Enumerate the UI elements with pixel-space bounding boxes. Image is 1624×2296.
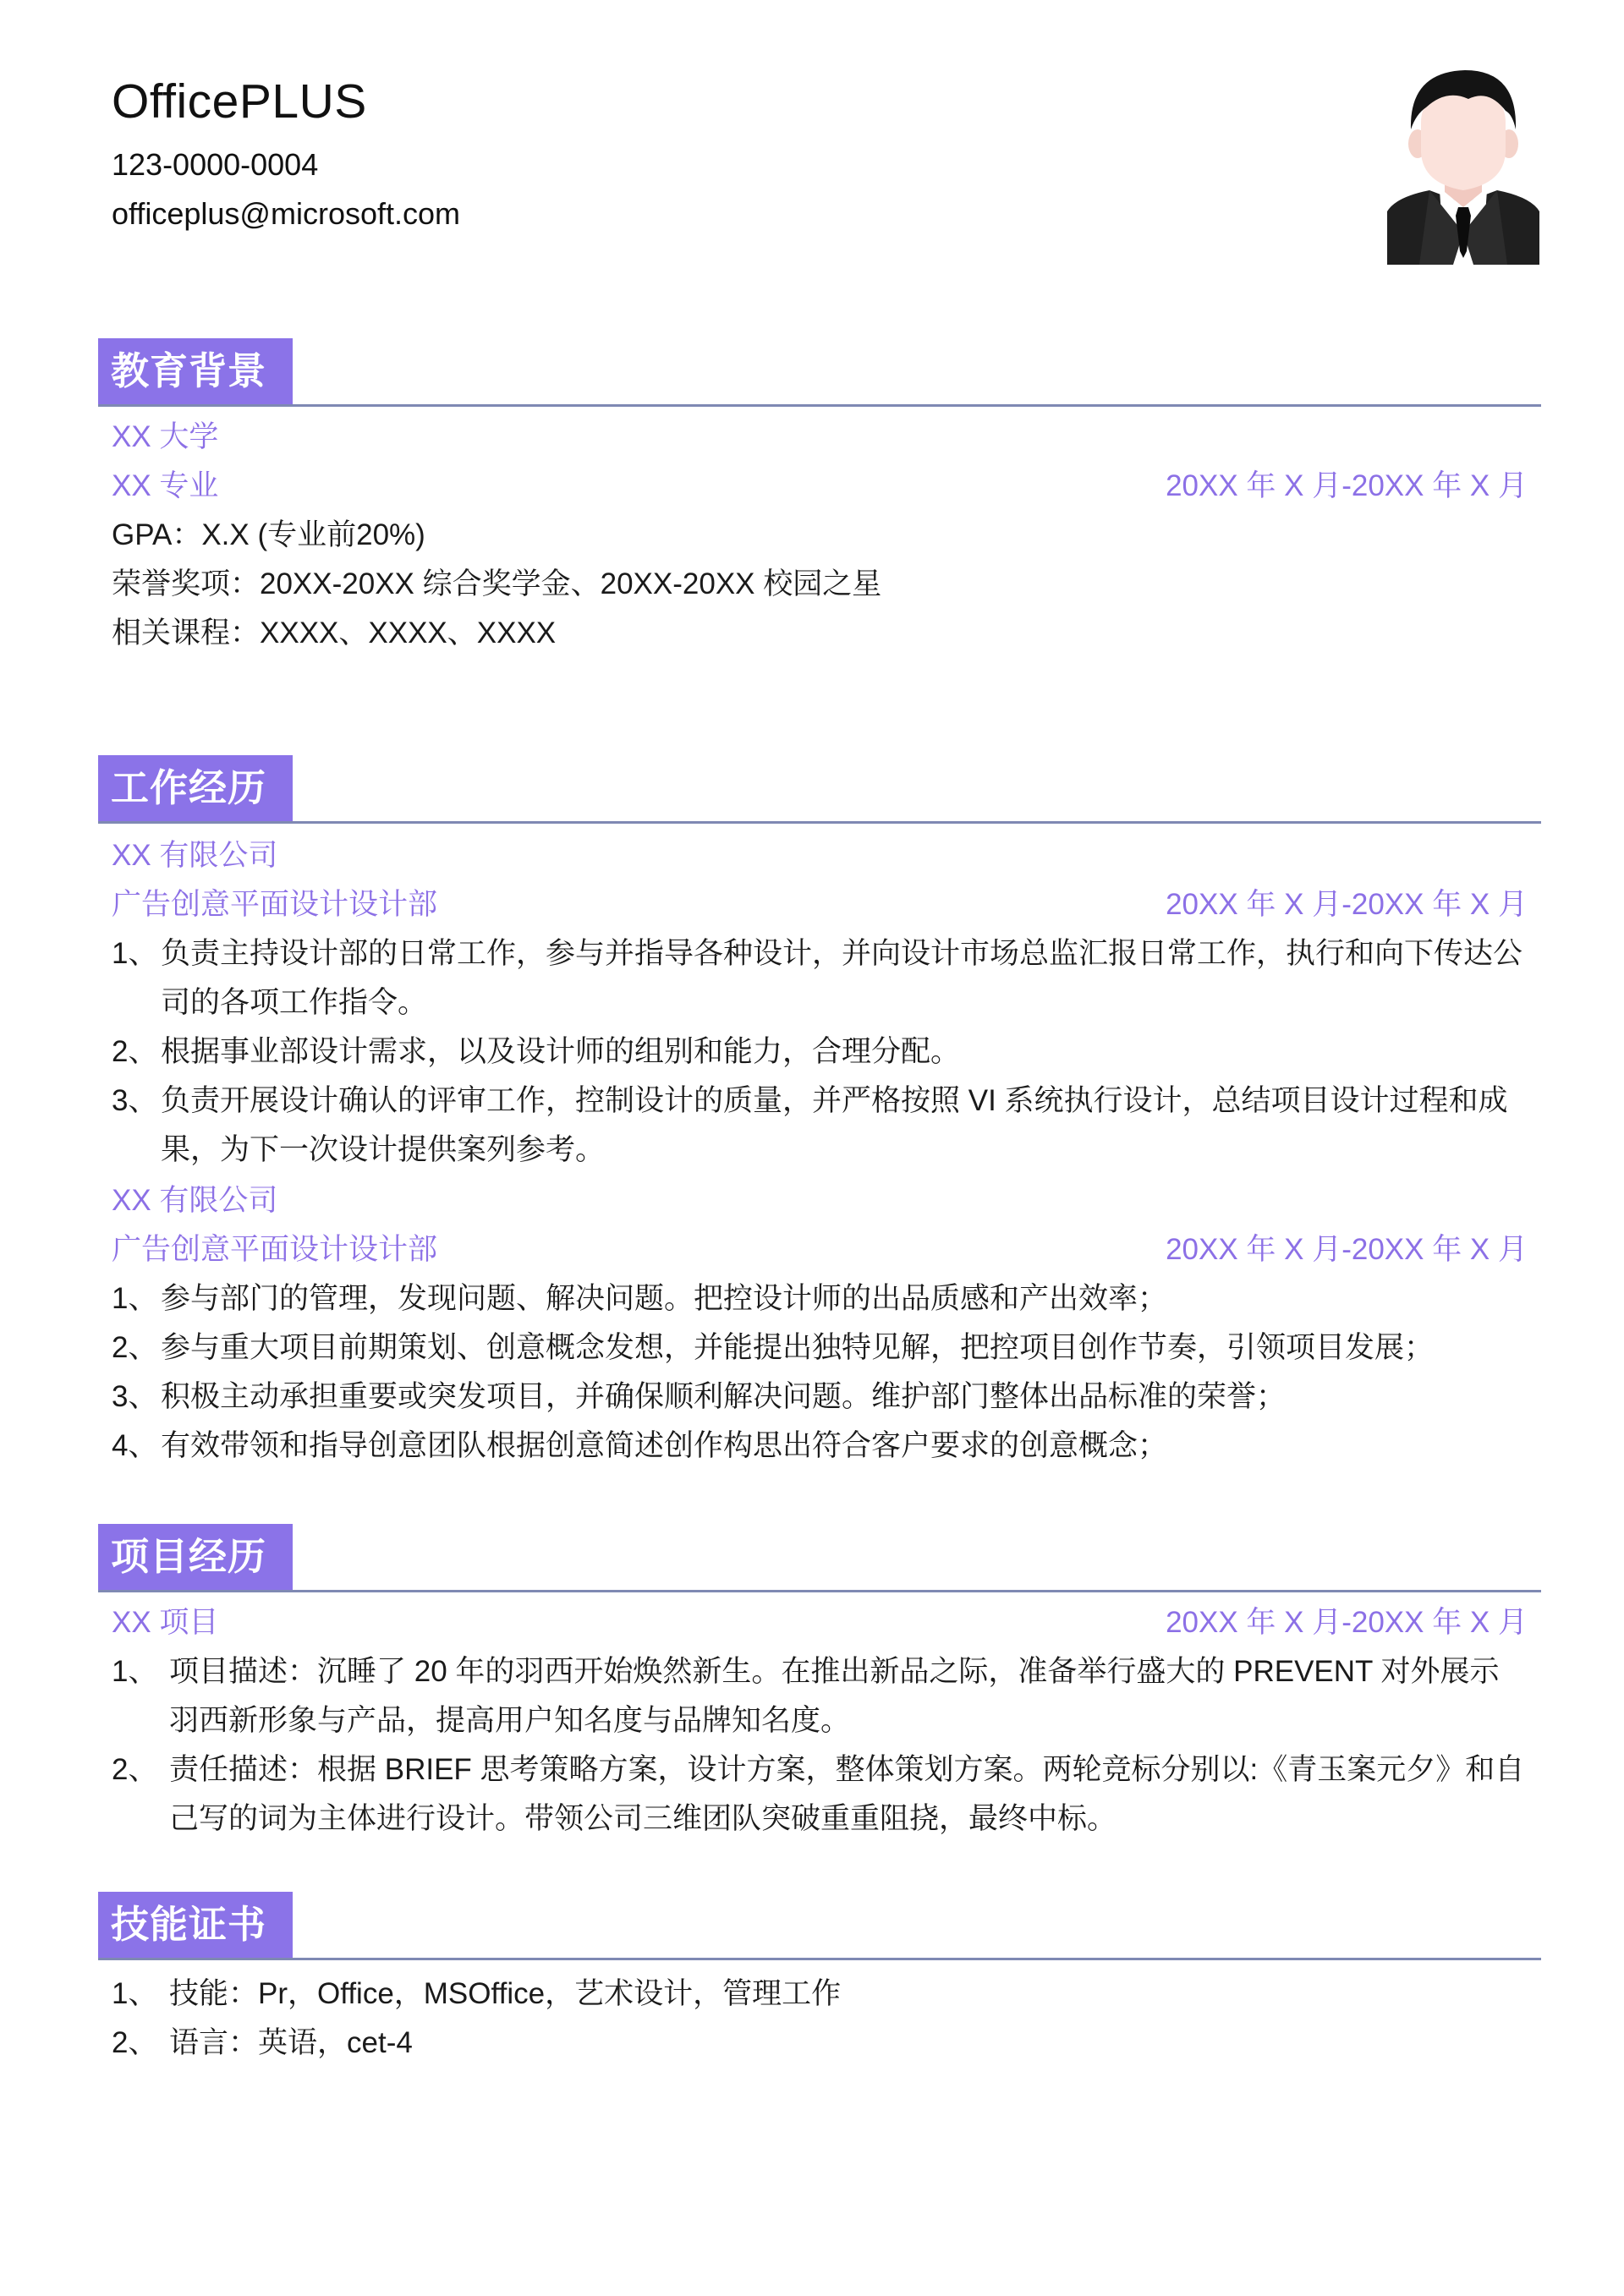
list-text: 积极主动承担重要或突发项目，并确保顺利解决问题。维护部门整体出品标准的荣誉； bbox=[161, 1380, 1287, 1413]
job-dept: 广告创意平面设计设计部 bbox=[112, 888, 438, 921]
list-item bbox=[112, 1274, 1528, 1323]
list-item bbox=[112, 1647, 1528, 1745]
project-name-row bbox=[112, 1598, 1528, 1647]
job-date: 20XX 年 X 月-20XX 年 X 月 bbox=[1166, 888, 1528, 921]
list-text: 参与部门的管理，发现问题、解决问题。把控设计师的出品质感和产出效率； bbox=[161, 1282, 1168, 1315]
school-name: XX 大学 bbox=[112, 420, 219, 453]
list-item bbox=[112, 1323, 1528, 1373]
education-title: 教育背景 bbox=[98, 338, 293, 404]
job-date: 20XX 年 X 月-20XX 年 X 月 bbox=[1166, 1233, 1528, 1266]
list-number: 3、 bbox=[112, 1084, 158, 1117]
list-text: 技能：Pr，Office，MSOffice，艺术设计，管理工作 bbox=[169, 1977, 842, 2010]
job-company: XX 有限公司 bbox=[112, 839, 278, 872]
education-date: 20XX 年 X 月-20XX 年 X 月 bbox=[1166, 469, 1528, 502]
list-item bbox=[112, 1745, 1528, 1844]
list-number: 2、 bbox=[112, 1331, 158, 1364]
candidate-name: OfficePLUS bbox=[112, 74, 367, 129]
education-section bbox=[98, 338, 1541, 660]
avatar-portrait-icon bbox=[1387, 63, 1539, 265]
list-number: 2、 bbox=[112, 1035, 158, 1068]
job-dept: 广告创意平面设计设计部 bbox=[112, 1233, 438, 1266]
job-company: XX 有限公司 bbox=[112, 1184, 278, 1217]
list-item bbox=[112, 929, 1528, 1027]
section-divider bbox=[98, 404, 1541, 407]
project-date: 20XX 年 X 月-20XX 年 X 月 bbox=[1166, 1606, 1528, 1639]
list-number: 2、 bbox=[112, 1753, 158, 1786]
email-address: officeplus@microsoft.com bbox=[112, 196, 461, 231]
list-text: 根据事业部设计需求，以及设计师的组别和能力，合理分配。 bbox=[161, 1035, 961, 1068]
skills-section bbox=[98, 1892, 1541, 2086]
major-row bbox=[112, 462, 1528, 511]
list-text: 负责开展设计确认的评审工作，控制设计的质量，并严格按照 VI 系统执行设计，总结项目设计过程和成果，为下一次设计提供案列参考。 bbox=[161, 1084, 1508, 1166]
list-text: 项目描述：沉睡了 20 年的羽西开始焕然新生。在推出新品之际，准备举行盛大的 PREVENT 对外展示羽西新形象与产品，提高用户知名度与品牌知名度。 bbox=[169, 1655, 1500, 1737]
list-number: 1、 bbox=[112, 1282, 158, 1315]
list-item bbox=[112, 2019, 1528, 2068]
project-title: 项目经历 bbox=[98, 1524, 293, 1590]
skills-title: 技能证书 bbox=[98, 1892, 293, 1958]
list-text: 负责主持设计部的日常工作，参与并指导各种设计，并向设计市场总监汇报日常工作，执行和向下传达公司的各项工作指令。 bbox=[161, 937, 1523, 1019]
list-text: 责任描述：根据 BRIEF 思考策略方案，设计方案，整体策划方案。两轮竞标分别以:《青玉案元夕》和自己写的词为主体进行设计。带领公司三维团队突破重重阻挠，最终中标。 bbox=[169, 1753, 1525, 1835]
work-header bbox=[98, 755, 1541, 825]
major-name: XX 专业 bbox=[112, 469, 219, 502]
skills-header bbox=[98, 1892, 1541, 1961]
job-dept-row bbox=[112, 880, 1528, 929]
gpa: GPA：X.X (专业前20%) bbox=[112, 518, 425, 551]
courses: 相关课程：XXXX、XXXX、XXXX bbox=[112, 616, 557, 649]
list-number: 1、 bbox=[112, 1655, 158, 1688]
list-number: 1、 bbox=[112, 1977, 158, 2010]
list-item bbox=[112, 1077, 1528, 1175]
project-header bbox=[98, 1524, 1541, 1593]
job-dept-row bbox=[112, 1225, 1528, 1274]
list-text: 语言：英语，cet-4 bbox=[169, 2026, 413, 2059]
list-number: 3、 bbox=[112, 1380, 158, 1413]
list-number: 2、 bbox=[112, 2026, 158, 2059]
phone-number: 123-0000-0004 bbox=[112, 147, 319, 182]
section-divider bbox=[98, 821, 1541, 824]
list-item bbox=[112, 1373, 1528, 1422]
project-section bbox=[98, 1524, 1541, 1862]
honors: 荣誉奖项：20XX-20XX 综合奖学金、20XX-20XX 校园之星 bbox=[112, 567, 882, 600]
work-section bbox=[98, 755, 1541, 1482]
list-item bbox=[112, 1422, 1528, 1471]
education-header bbox=[98, 338, 1541, 408]
list-item bbox=[112, 1970, 1528, 2019]
section-divider bbox=[98, 1958, 1541, 1960]
avatar bbox=[1387, 63, 1539, 265]
list-text: 参与重大项目前期策划、创意概念发想，并能提出独特见解，把控项目创作节奏，引领项目发展； bbox=[161, 1331, 1435, 1364]
work-title: 工作经历 bbox=[98, 755, 293, 821]
list-item bbox=[112, 1027, 1528, 1077]
list-number: 1、 bbox=[112, 937, 158, 970]
list-number: 4、 bbox=[112, 1429, 158, 1462]
project-name: XX 项目 bbox=[112, 1606, 219, 1639]
section-divider bbox=[98, 1590, 1541, 1592]
list-text: 有效带领和指导创意团队根据创意简述创作构思出符合客户要求的创意概念； bbox=[161, 1429, 1168, 1462]
